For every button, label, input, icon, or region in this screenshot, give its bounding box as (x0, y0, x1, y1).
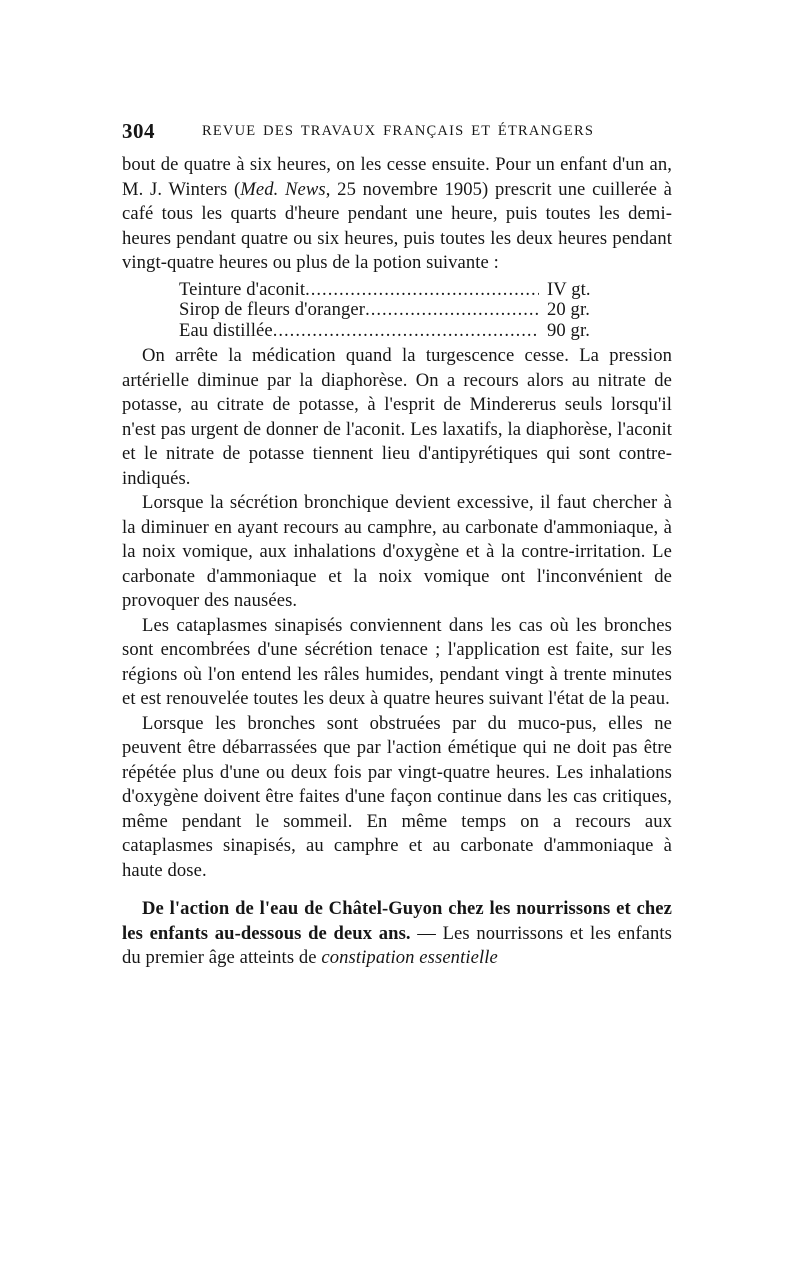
ingredient-name: Teinture d'aconit (179, 278, 306, 300)
formula-row (179, 321, 619, 342)
ingredient-name: Eau distillée (179, 319, 273, 341)
journal-reference: Med. News (240, 178, 326, 200)
ingredient-name: Sirop de fleurs d'oranger (179, 299, 366, 320)
paragraph: Lorsque la sécrétion bronchique devient excessive, il faut chercher à la diminuer en ayant recours au camphre, au carbonate d'ammoniaque, à la noix vomique, aux inhalations d'oxygène et à la contre-irritation. Le carbonate d'ammoniaque et la noix vomique ont l'inconvénient de provoquer des nausées. (122, 492, 672, 611)
dot-leader (365, 300, 539, 321)
body-text (122, 153, 672, 971)
dot-leader (305, 280, 539, 301)
paragraph: Les cataplasmes sinapisés conviennent dans les cas où les bronches sont encombrées d'une sécrétion tenace ; l'application est faite, sur les régions où l'on entend les râles humides, pendant vingt à trente minutes et est renouvelée toutes les deux à quatre heures suivant l'état de la peau. (122, 614, 672, 709)
section-lead-text: — Les nourrissons et les enfants du premier âge atteints de (122, 922, 672, 968)
ingredient-quantity: 90 gr. (547, 319, 590, 341)
paragraph: Lorsque les bronches sont obstruées par du muco-pus, elles ne peuvent être débarrassées que par l'action émétique qui ne doit pas être répétée plus d'une ou deux fois par vingt-quatre heures. Les inhalations d'oxygène doivent être faites d'une façon continue dans les cas critiques, même pendant le sommeil. En même temps on a recours aux cataplasmes sinapisés, au camphre et au carbonate d'ammoniaque à haute dose. (122, 712, 672, 881)
dot-leader (273, 321, 539, 342)
formula-row (179, 280, 619, 301)
ingredient-quantity: IV gt. (547, 278, 591, 300)
para-text: , 25 novembre 1905) prescrit une cuillerée à café tous les quarts d'heure pendant une heure, puis toutes les demi-heures pendant quatre ou six heures, puis toutes les deux heures pendant vingt-quatre heures ou plus de la potion suivante : (122, 178, 673, 273)
page-number: 304 (122, 119, 155, 143)
emphasis-text: constipation essentielle (321, 947, 498, 968)
section-gap (122, 883, 672, 897)
section-paragraph (122, 897, 672, 971)
section-heading: De l'action de l'eau de Châtel-Guyon chez les nourrissons et chez les enfants au-dessous de deux ans. (122, 898, 672, 944)
formula-row (179, 300, 619, 321)
paragraph: On arrête la médication quand la turgescence cesse. La pression artérielle diminue par la diaphorèse. On a recours alors au nitrate de potasse, au citrate de potasse, à l'esprit de Mindererus seuls lorsqu'il n'est pas urgent de donner de l'aconit. Les laxatifs, la diaphorèse, l'aconit et le nitrate de potasse tiennent lieu d'antipyrétiques qui sont contre-indiqués. (122, 345, 672, 489)
running-title: REVUE DES TRAVAUX FRANÇAIS ET ÉTRANGERS (202, 123, 595, 139)
paragraph-continued (122, 153, 672, 276)
prescription-formula (179, 280, 619, 342)
ingredient-quantity: 20 gr. (547, 299, 590, 320)
running-head (122, 119, 672, 145)
para-text: bout de quatre à six heures, on les cesse ensuite. Pour un enfant d'un an, M. J. Winters ( (122, 154, 672, 200)
